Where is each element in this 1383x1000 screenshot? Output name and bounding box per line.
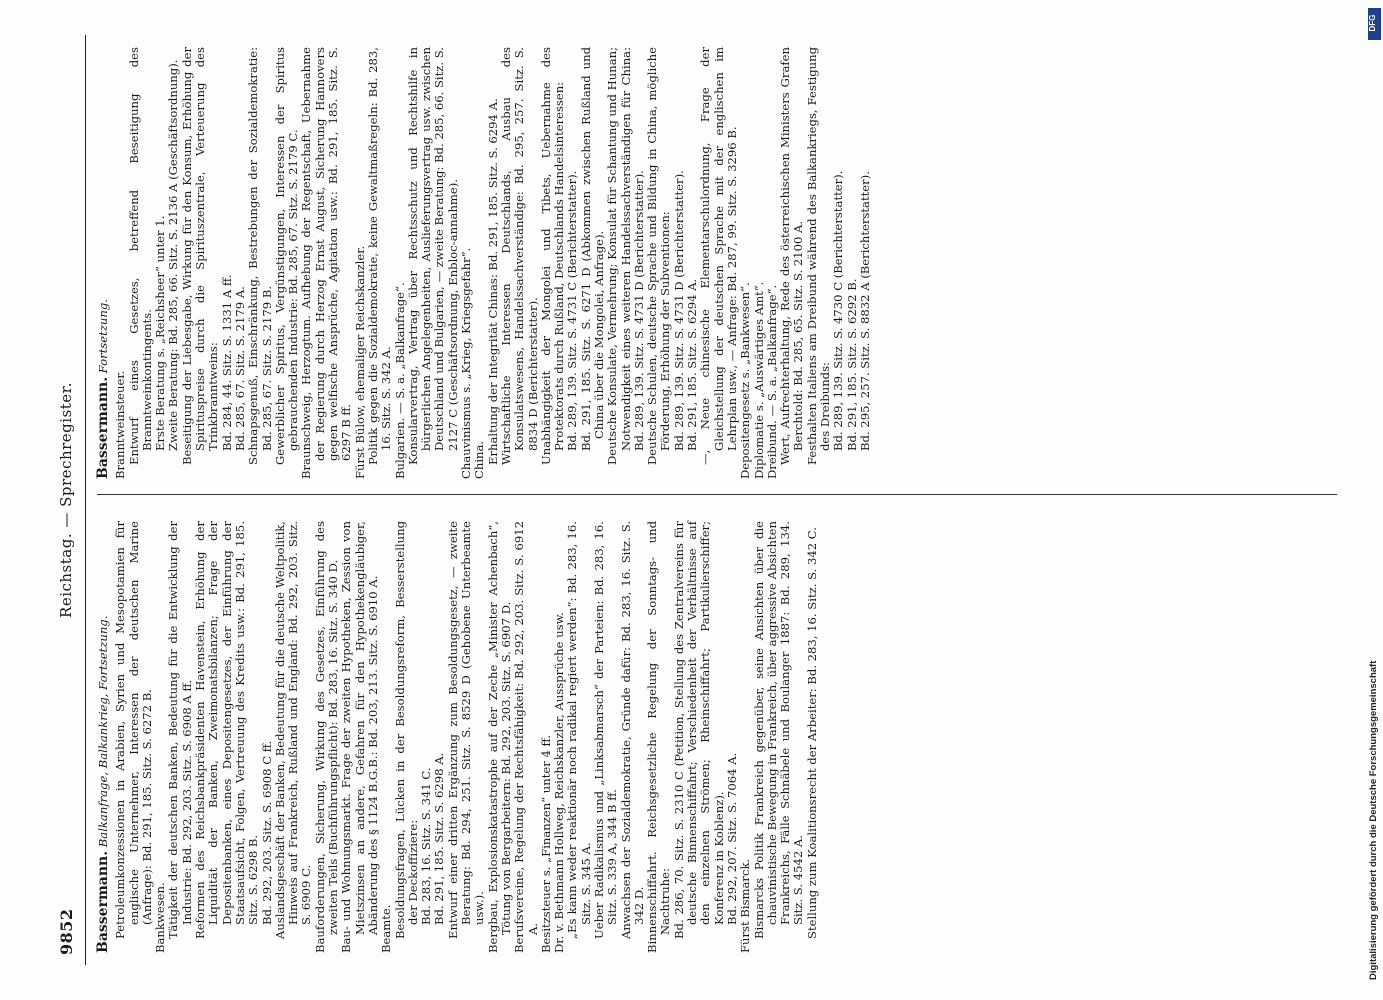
index-entry: Anwachsen der Sozialdemokratie, Gründe dafür: Bd. 283, 16. Sitz. S. 342 D. bbox=[618, 521, 646, 939]
index-topic: Besitzsteuer s. „Finanzen“ unter 4 ff. bbox=[538, 734, 553, 953]
index-entry: —, Neue chinesische Elementarschulordnung, Frage der Gleichstellung der deutschen Sprache mit der englischen im Lehrplan usw., — Anfrage: Bd. 287, 99. Sitz. S. 3296 B. bbox=[698, 47, 739, 465]
index-entry: Bd. 289, 139. Sitz. S. 4731 D (Berichterstatter). bbox=[671, 170, 686, 451]
index-entry: Bd. 291, 185. Sitz. S. 6294 A. bbox=[685, 278, 700, 451]
index-entry: Bd. 291, 185. Sitz. S. 6298 A. bbox=[432, 752, 447, 925]
index-entry: Bd. 291, 185. Sitz. S. 6271 D (Abkommen zwischen Rußland und China über die Mongolei, Anfrage). bbox=[578, 47, 606, 451]
speaker-name: Bassermann. bbox=[95, 850, 111, 953]
header-rule bbox=[85, 35, 86, 965]
index-entry: Bd. 289, 139. Sitz. S. 4731 C (Berichterstatter). bbox=[565, 170, 580, 451]
funding-note bbox=[1368, 10, 1380, 990]
index-topic: Fürst Bismarck. bbox=[738, 858, 753, 953]
index-entry: „Es kann weder reaktionär noch radikal regiert werden“: Bd. 283, 16. Sitz. S. 345 A. bbox=[565, 521, 593, 939]
index-entry: Erhaltung der Integrität Chinas: Bd. 291, 185. Sitz. S. 6294 A. bbox=[485, 98, 500, 465]
index-entry: Schnapsgenuß, Einschränkung, Bestrebungen der Sozialdemokratie: Bd. 285, 67. Sitz. S. 2179 B. bbox=[246, 47, 274, 465]
speaker-name: Bassermann. bbox=[95, 376, 111, 479]
index-entry: Bd. 283, 16. Sitz. S. 341 C. bbox=[419, 767, 434, 925]
index-entry: Ueber Radikalismus und „Linksabmarsch“ der Parteien: Bd. 283, 16. Sitz. S. 339 A, 344 B ff. bbox=[591, 521, 620, 939]
index-entry: Bd. 285, 67. Sitz. S. 2179 A. bbox=[232, 286, 247, 451]
index-entry: Politik gegen die Sozialdemokratie, keine Gewaltmaßregeln: Bd. 283, 16. Sitz. S. 342 A. bbox=[365, 47, 394, 465]
running-title: Reichstag. — Sprechregister. bbox=[57, 382, 75, 618]
index-entry: Reformen des Reichsbankpräsidenten Havenstein, Erhöhung der Liquidität der Banken, Zweimonatsbilanzen; Frage der Depositenbanken, eines Depositengesetzes, der Einführung der Staatsaufsicht, Folgen, Vertreuung des Kredits usw.: Bd. 291, 185. Sitz. S. 6298 B. bbox=[193, 521, 261, 939]
index-entry: Bd. 289, 139. Sitz. S. 4730 C (Berichterstatter). bbox=[831, 170, 846, 451]
index-topic: Berufsvereine, Regelung der Rechtsfähigkeit: Bd. 292, 203. Sitz. S. 6912 A. bbox=[512, 521, 540, 953]
page-number: 9852 bbox=[57, 908, 76, 955]
index-topic: Bergbau, Explosionskatastrophe auf der Zeche „Minister Achenbach“, Tötung von Bergarbeitern: Bd. 292, 203. Sitz. S. 6907 D. bbox=[485, 521, 513, 953]
right-column bbox=[97, 47, 872, 479]
index-entry: Bismarcks Politik Frankreich gegenüber, seine Ansichten über die chauvinistische Bewegung in Frankreich, über aggressive Absichten Frankreichs, Fälle Schnäbele und Boulanger 1887: Bd. 289, 134. Sitz. S. 4542 A. bbox=[751, 521, 806, 939]
page-header bbox=[55, 35, 87, 965]
index-entry: Entwurf einer dritten Ergänzung zum Besoldungsgesetz, — zweite Beratung: Bd. 294, 251. Sitz. S. 8529 D (Gehobene Unterbeamte usw.). bbox=[445, 521, 487, 939]
index-entry: Tätigkeit der deutschen Banken, Bedeutung für die Entwicklung der Industrie: Bd. 292, 203. Sitz. S. 6908 A ff. bbox=[166, 521, 194, 939]
index-topic: Beamte. bbox=[379, 904, 394, 953]
index-entry: Beseitigung der Liebesgabe, Wirkung für den Konsum, Erhöhung der Spirituspreise durch die Spirituszentrale, Verteuerung des Trinkbranntweins: bbox=[179, 47, 221, 465]
index-entry: Besoldungsfragen, Lücken in der Besoldungsreform, Besserstellung der Deckoffiziere: bbox=[392, 521, 420, 939]
index-entry: Wirtschaftliche Interessen Deutschlands, Ausbau des Konsulatswesens, Handelssachverständige: Bd. 295, 257. Sitz. S. 8834 D (Berichterstatter). bbox=[498, 47, 540, 465]
index-entry: Stellung zum Koalitionsrecht der Arbeiter: Bd. 283, 16. Sitz. S. 342 C. bbox=[804, 527, 819, 939]
dfg-logo-text: DFG bbox=[1368, 14, 1377, 32]
column-heading bbox=[97, 521, 110, 953]
index-entry: Bd. 292, 207. Sitz. S. 7064 A. bbox=[724, 752, 739, 925]
index-entry: Petroleumkonzessionen in Arabien, Syrien und Mesopotamien für englische Unternehmer, Interessen der deutschen Marine (Anfrage): Bd. 291, 185. Sitz. S. 6272 B. bbox=[113, 521, 154, 939]
index-entry: Erste Beratung s. „Reichsheer“ unter 1. bbox=[153, 215, 168, 451]
rotated-page-content bbox=[55, 35, 1355, 965]
index-entry: Bd. 286, 70. Sitz. S. 2310 C (Petition, Stellung des Zentralvereins für deutsche Binnenschiffahrt; Verschiedenheit der Verhältnisse auf den einzelnen Strömen; Rheinschiffahrt; Partikulierschiffer; Konferenz in Koblenz). bbox=[671, 521, 726, 939]
continuation-label: Balkanfrage, Balkankrieg, Fortsetzung. bbox=[96, 615, 110, 848]
index-topic: Diplomatie s. „Auswärtiges Amt“. bbox=[751, 281, 766, 479]
index-entry: Zweite Beratung: Bd. 285, 66. Sitz. S. 2136 A (Geschäftsordnung). bbox=[166, 59, 181, 451]
index-entry: Konsularvertrag, Vertrag über Rechtsschutz und Rechtshilfe in bürgerlichen Angelegenheiten, Auslieferungsvertrag usw. zwischen Deutschland und Bulgarien, — zweite Beratung: Bd. 285, 66. Sitz. S. 2127 C (Geschäftsordnung, Enbloc-annahme). bbox=[405, 47, 460, 465]
index-entry: Festhalten Italiens am Dreibund während des Balkankriegs, Festigung des Dreibunds: bbox=[804, 47, 833, 465]
index-entry: Bd. 295, 257. Sitz. S. 8832 A (Berichterstatter). bbox=[857, 171, 872, 451]
index-topic: Binnenschiffahrt. Reichsgesetzliche Regelung der Sonntags- und Nachtruhe: bbox=[645, 521, 673, 953]
index-entry: Entwurf eines Gesetzes, betreffend Beseitigung des Branntweinkontingents. bbox=[126, 47, 154, 465]
index-entry: Bd. 292, 203. Sitz. S. 6908 C ff. bbox=[259, 740, 274, 925]
index-entry: Deutsche Schulen, deutsche Sprache und Bildung in China, mögliche Förderung, Erhöhung der Subventionen: bbox=[645, 47, 673, 465]
index-topic: Fürst Bülow, ehemaliger Reichskanzler. bbox=[352, 245, 367, 479]
index-entry: Auslandsgeschäft der Banken, Bedeutung für die deutsche Weltpolitik, Hinweis auf Frankreich, Rußland und England: Bd. 292, 203. Sitz. S. 6909 C. bbox=[272, 521, 314, 939]
index-topic: China. bbox=[472, 440, 487, 479]
index-topic: Bau- und Wohnungsmarkt. Frage der zweiten Hypotheken, Zession von Mietszinsen an andere, Gefahren für den Hypothekengläubiger, Abänderung des § 1124 B.G.B.: Bd. 203, 213. Sitz. S. 6910 A. bbox=[339, 521, 380, 953]
index-topic: Braunschweig, Herzogtum. Aufhebung der Regentschaft, Uebernahme der Regierung durch Herzog Ernst August, Sicherung Hannovers gegen welfische Ansprüche, Agitation usw.: Bd. 291, 185. Sitz. S. 6297 B ff. bbox=[299, 47, 354, 479]
index-entry: Bd. 284, 44. Sitz. S. 1331 A ff. bbox=[219, 274, 234, 451]
column-divider bbox=[97, 494, 1337, 495]
index-topic: Bulgarien. — S. a. „Balkanfrage“. bbox=[392, 282, 407, 479]
index-topic: Bankwesen. bbox=[153, 882, 168, 953]
index-topic: Depositengesetz s. „Bankwesen“. bbox=[738, 282, 753, 479]
index-entry: Unabhängigkeit der Mongolei und Tibets, Uebernahme des Protektorats durch Rußland, Deutschlands Handelsinteressen: bbox=[538, 47, 567, 465]
index-entry: Gewerblicher Spiritus, Vergünstigungen, Interessen der Spiritus gebrauchenden Industrie: Bd. 285, 67. Sitz. S. 2179 C. bbox=[272, 47, 301, 465]
index-entry: Bd. 291, 185. Sitz. S. 6292 B. bbox=[844, 278, 859, 451]
index-topic: Chauvinismus s. „Krieg, Kriegsgefahr“. bbox=[459, 247, 474, 479]
index-topic: Branntweinsteuer. bbox=[113, 370, 128, 479]
index-topic: Dr. v. Bethmann Hollweg, Reichskanzler, Aussprüche usw. bbox=[552, 612, 567, 953]
index-entry: Wert, Aufrechterhaltung, Rede des österreichischen Ministers Grafen Berchtold: Bd. 285, 65. Sitz. S. 2100 A. bbox=[778, 47, 806, 465]
index-topic: Dreibund. — S. a. „Balkanfrage“. bbox=[764, 284, 779, 479]
index-topic: Bauforderungen, Sicherung, Wirkung des Gesetzes, Einführung des zweiten Teils (Buchführungspflicht): Bd. 283, 16. Sitz. S. 340 D. bbox=[312, 521, 341, 953]
continuation-label: Fortsetzung. bbox=[96, 299, 110, 374]
funding-note-text: Digitalisierung gefördert durch die Deutsche Forschungsgemeinschaft bbox=[1368, 660, 1379, 980]
left-column bbox=[97, 521, 819, 953]
column-heading bbox=[97, 47, 110, 479]
index-entry: Deutsche Konsulate, Vermehrung; Konsulat für Schantung und Hunan; Notwendigkeit eines weiteren Handelssachverständigen für China: Bd. 289, 139. Sitz. S. 4731 D (Berichterstatter). bbox=[605, 47, 646, 465]
